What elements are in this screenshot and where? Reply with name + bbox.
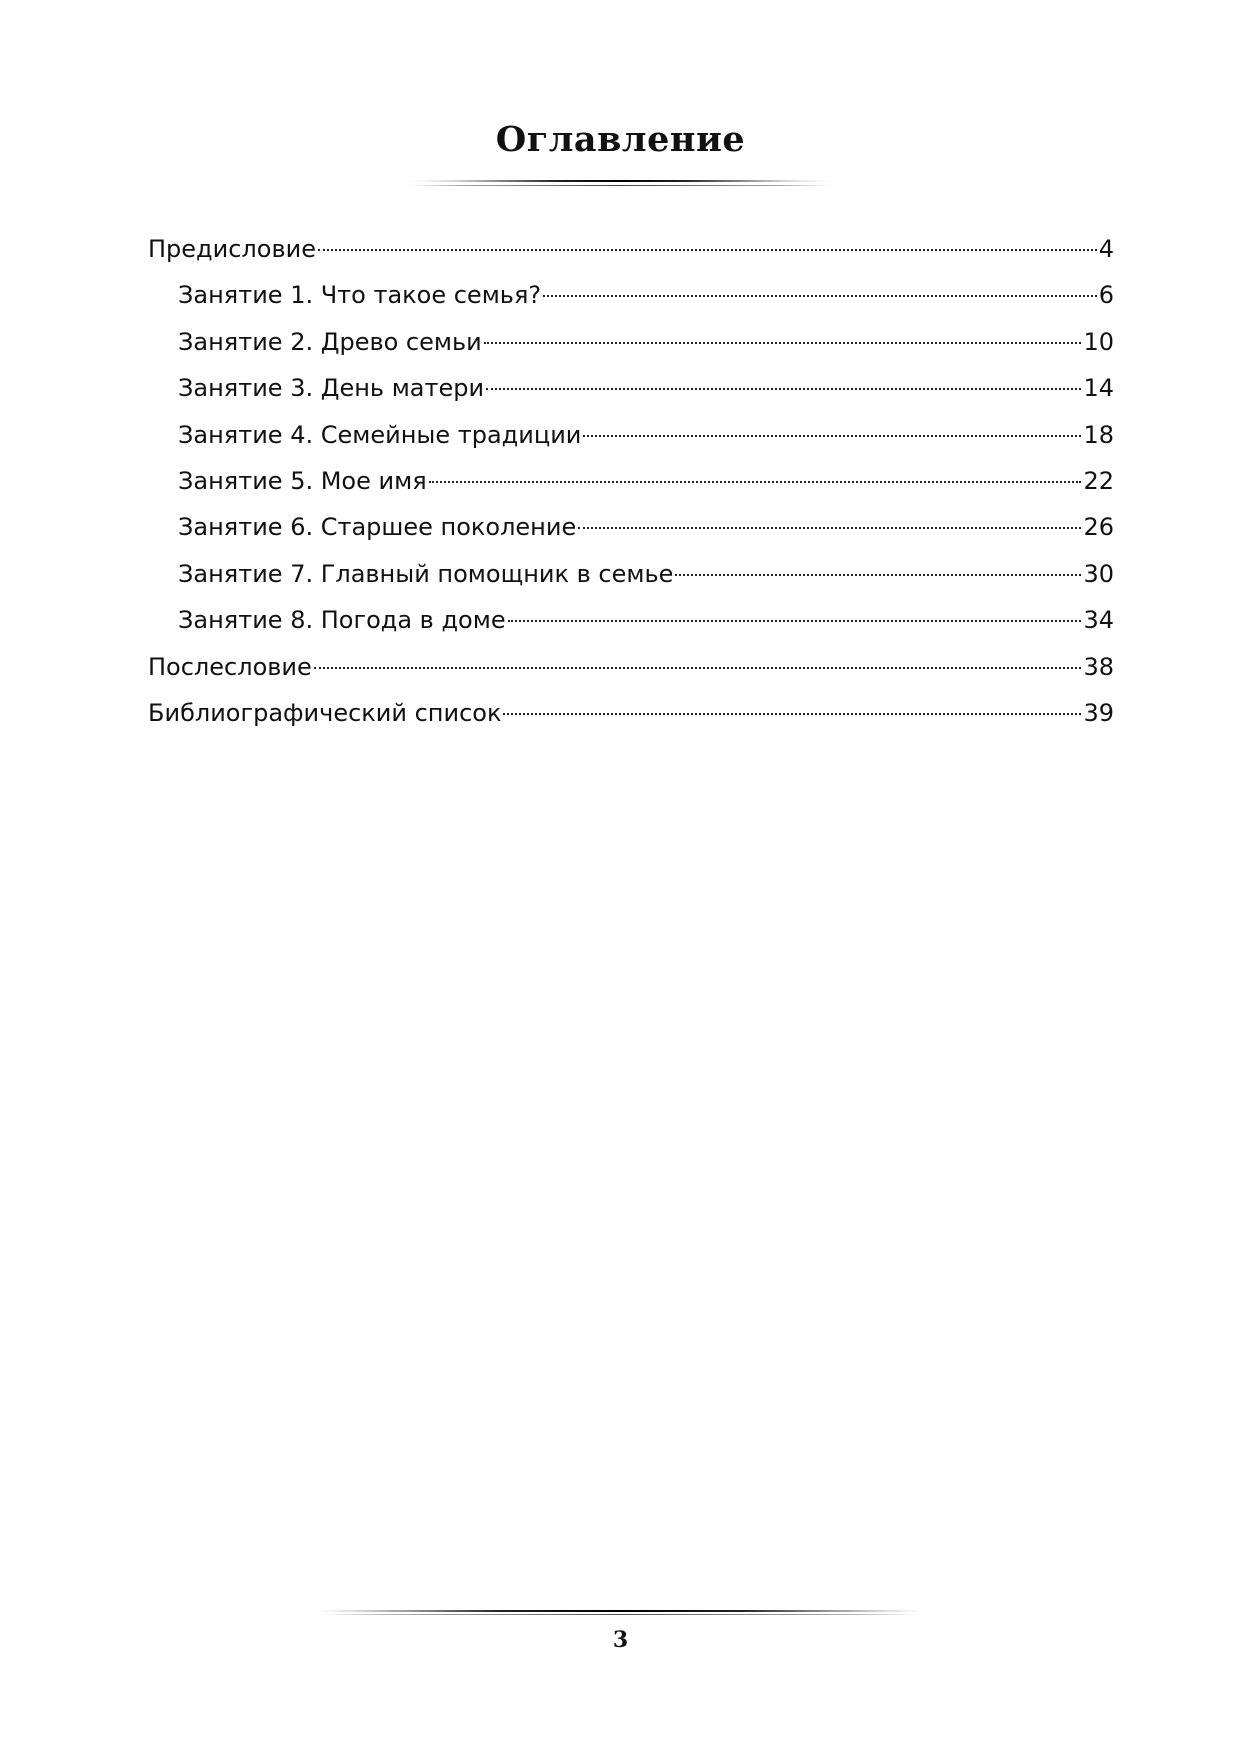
toc-entry-lesson-2[interactable]	[148, 319, 1114, 365]
toc-entry-lesson-4[interactable]	[148, 412, 1114, 458]
toc-entry-afterword[interactable]	[148, 644, 1114, 690]
toc-entry-label: Послесловие	[148, 652, 312, 681]
toc-entry-page: 34	[1083, 606, 1114, 635]
title-divider-line-thick	[410, 180, 830, 182]
toc-entry-lesson-1[interactable]	[148, 272, 1114, 318]
title-divider-line-thin	[410, 185, 830, 186]
toc-entry-preface[interactable]	[148, 226, 1114, 272]
toc-entry-label: Занятие 2. Древо семьи	[178, 327, 482, 356]
toc-entry-label: Занятие 8. Погода в доме	[178, 606, 506, 635]
page-title: Оглавление	[495, 119, 746, 160]
toc-entry-page: 26	[1083, 513, 1114, 542]
toc-entry-label: Занятие 5. Мое имя	[178, 466, 427, 495]
page-number: 3	[612, 1627, 629, 1653]
table-of-contents	[148, 226, 1114, 736]
toc-dot-leader	[578, 527, 1081, 529]
toc-dot-leader	[429, 481, 1082, 483]
toc-entry-label: Занятие 4. Семейные традиции	[178, 420, 582, 449]
toc-entry-page: 6	[1098, 281, 1114, 310]
footer-divider-line-thick	[320, 1610, 920, 1612]
toc-dot-leader	[314, 667, 1082, 669]
toc-entry-page: 30	[1083, 559, 1114, 588]
toc-entry-page: 38	[1083, 652, 1114, 681]
toc-entry-lesson-3[interactable]	[148, 365, 1114, 411]
toc-entry-page: 22	[1083, 466, 1114, 495]
toc-dot-leader	[484, 342, 1082, 344]
toc-entry-page: 18	[1083, 420, 1114, 449]
toc-entry-page: 10	[1083, 327, 1114, 356]
toc-entry-bibliography[interactable]	[148, 690, 1114, 736]
toc-entry-label: Занятие 1. Что такое семья?	[178, 281, 542, 310]
toc-entry-page: 14	[1083, 374, 1114, 403]
toc-entry-lesson-8[interactable]	[148, 597, 1114, 643]
footer-divider-line-thin	[320, 1614, 920, 1615]
toc-entry-label: Библиографический список	[148, 698, 502, 727]
toc-dot-leader	[543, 295, 1097, 297]
toc-dot-leader	[318, 249, 1097, 251]
toc-dot-leader	[503, 713, 1081, 715]
toc-entry-page: 4	[1098, 235, 1114, 263]
toc-entry-lesson-7[interactable]	[148, 551, 1114, 597]
toc-dot-leader	[508, 620, 1082, 622]
toc-entry-label: Занятие 3. День матери	[178, 374, 485, 403]
toc-entry-label: Занятие 6. Старшее поколение	[178, 513, 577, 542]
toc-entry-label: Предисловие	[148, 235, 316, 263]
toc-entry-lesson-6[interactable]	[148, 504, 1114, 550]
title-divider	[410, 180, 830, 188]
toc-dot-leader	[583, 435, 1081, 437]
toc-dot-leader	[486, 388, 1081, 390]
footer-divider	[320, 1610, 920, 1616]
toc-entry-label: Занятие 7. Главный помощник в семье	[178, 559, 674, 588]
toc-entry-page: 39	[1083, 698, 1114, 727]
toc-dot-leader	[675, 574, 1081, 576]
toc-entry-lesson-5[interactable]	[148, 458, 1114, 504]
